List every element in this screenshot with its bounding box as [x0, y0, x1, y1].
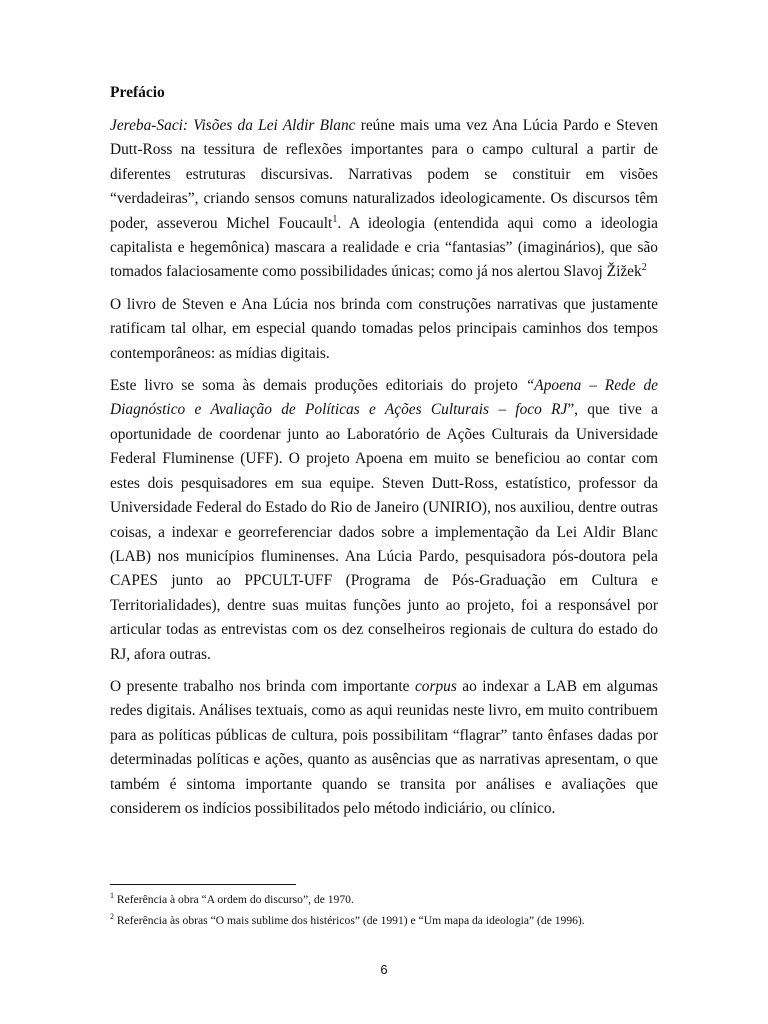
- page-number: 6: [380, 962, 388, 977]
- footnote-ref-1[interactable]: 1: [332, 213, 338, 225]
- paragraph-text: ao indexar a LAB em algumas redes digitais. Análises textuais, como as aqui reunidas neste livro, em muito contribuem para as políticas públicas de cultura, pois possibilitam “flagrar” tanto ênfases dadas por determinadas políticas e ações, quanto as ausências que as narrativas apresentam, o que também é sintoma importante quando se transita por análises e avaliações que considerem os indícios possibilitados pelo método indiciário, ou clínico.: [110, 677, 659, 817]
- paragraph-2: [110, 293, 658, 366]
- footnote-marker: 1: [110, 891, 114, 901]
- paragraph-text: ”, que tive a oportunidade de coordenar junto ao Laboratório de Ações Culturais da Universidade Federal Fluminense (UFF). O projeto Apoena em muito se beneficiou ao contar com estes dois pesquisadores em sua equipe. Steven Dutt-Ross, estatístico, professor da Universidade Federal do Estado do Rio de Janeiro (UNIRIO), nos auxiliou, dentre outras coisas, a indexar e georreferenciar dados sobre a implementação da Lei Aldir Blanc (LAB) nos municípios fluminenses. Ana Lúcia Pardo, pesquisadora pós-doutora pela CAPES junto ao PPCULT-UFF (Programa de Pós-Graduação em Cultura e Territorialidades), dentre suas muitas funções junto ao projeto, foi a responsável por articular todas as entrevistas com os dez conselheiros regionais de cultura do estado do RJ, afora outras.: [110, 401, 658, 663]
- paragraph-text: O presente trabalho nos brinda com importante: [110, 677, 415, 695]
- paragraph-text: Este livro se soma às demais produções editoriais do projeto: [110, 377, 526, 395]
- footnote-ref-2[interactable]: 2: [641, 262, 647, 274]
- book-title: Jereba-Saci: Visões da Lei Aldir Blanc: [110, 117, 356, 134]
- paragraph-text: . A ideologia (entendida aqui como a ideologia capitalista e hegemônica) mascara a realidade e cria “fantasias” (imaginários), que são tomados falaciosamente como possibilidades únicas; como já nos alertou Slavoj Žižek: [110, 214, 658, 281]
- paragraph-4: [110, 675, 658, 821]
- paragraph-text: O livro de Steven e Ana Lúcia nos brinda com construções narrativas que justamente ratificam tal olhar, em especial quando tomadas pelos principais caminhos dos tempos contemporâneos: as mídias digitais.: [110, 295, 658, 362]
- section-heading: Prefácio: [110, 84, 165, 101]
- paragraph-text: reúne mais uma vez Ana Lúcia Pardo e Steven Dutt-Ross na tessitura de reflexões importantes para o campo cultural a partir de diferentes estruturas discursivas. Narrativas podem se constituir em visões “verdadeiras”, criando sensos comuns naturalizados ideologicamente. Os discursos têm poder, asseverou Michel Foucault: [110, 117, 658, 232]
- footnote-marker: 2: [110, 912, 114, 922]
- paragraph-3: [110, 374, 658, 667]
- emphasis-term: corpus: [414, 677, 457, 695]
- footnote-text: Referência às obras “O mais sublime dos histéricos” (de 1991) e “Um mapa da ideologia” (de 1996).: [114, 914, 585, 927]
- main-text: [110, 82, 658, 821]
- footnotes: [110, 884, 670, 933]
- footnote-2: [110, 912, 670, 929]
- project-title: “Apoena – Rede de Diagnóstico e Avaliação de Políticas e Ações Culturais – foco RJ: [110, 377, 658, 419]
- paragraph-1: [110, 114, 658, 285]
- footnote-divider: [110, 884, 296, 885]
- footnote-text: Referência à obra “A ordem do discurso”, de 1970.: [114, 893, 354, 906]
- footnote-1: [110, 891, 670, 908]
